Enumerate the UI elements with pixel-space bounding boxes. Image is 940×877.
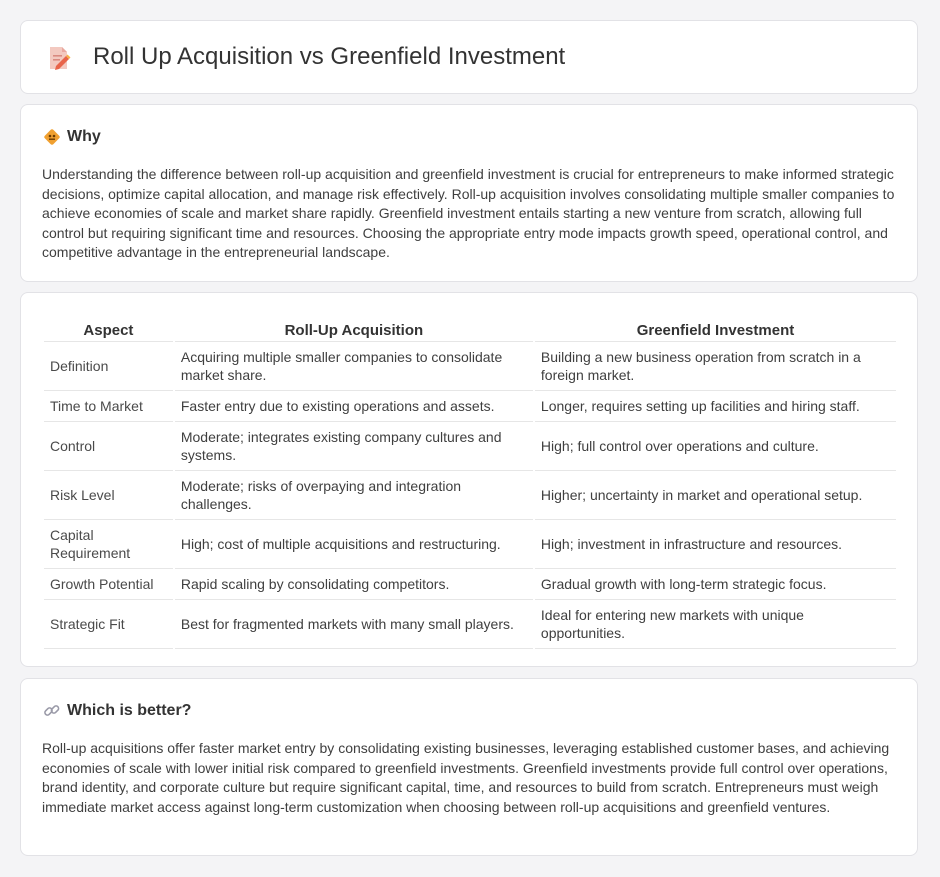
table-row xyxy=(44,422,896,471)
table-header-row xyxy=(44,313,896,342)
header-aspect: Aspect xyxy=(44,313,173,342)
table-row xyxy=(44,391,896,422)
cell-aspect: Definition xyxy=(44,342,173,391)
cell-greenfield: Building a new business operation from scratch in a foreign market. xyxy=(535,342,896,391)
which-is-better-section xyxy=(20,678,918,856)
cell-greenfield: Ideal for entering new markets with unique opportunities. xyxy=(535,600,896,649)
comparison-table xyxy=(42,313,898,649)
cell-rollup: High; cost of multiple acquisitions and restructuring. xyxy=(175,520,533,569)
title-card xyxy=(20,20,918,94)
cell-aspect: Strategic Fit xyxy=(44,600,173,649)
table-row xyxy=(44,342,896,391)
diamond-sign-icon xyxy=(43,128,61,146)
why-header xyxy=(43,128,101,146)
better-heading: Which is better? xyxy=(67,702,192,719)
table-row xyxy=(44,569,896,600)
better-header xyxy=(43,702,191,720)
header-greenfield: Greenfield Investment xyxy=(535,313,896,342)
cell-rollup: Rapid scaling by consolidating competitors. xyxy=(175,569,533,600)
cell-greenfield: Longer, requires setting up facilities and hiring staff. xyxy=(535,391,896,422)
cell-greenfield: Higher; uncertainty in market and operational setup. xyxy=(535,471,896,520)
table-row xyxy=(44,520,896,569)
why-section xyxy=(20,104,918,282)
cell-greenfield: High; investment in infrastructure and resources. xyxy=(535,520,896,569)
cell-greenfield: Gradual growth with long-term strategic focus. xyxy=(535,569,896,600)
why-text: Understanding the difference between roll-up acquisition and greenfield investment is crucial for entrepreneurs to make informed strategic decisions, optimize capital allocation, and manage risk effectively. Roll-up acquisition involves consolidating multiple smaller companies to achieve economies of scale and market share rapidly. Greenfield investment entails starting a new venture from scratch, allowing full control but requiring significant time and resources. Choosing the appropriate entry mode impacts growth speed, operational control, and competitive advantage in the entrepreneurial landscape. xyxy=(42,166,895,260)
cell-rollup: Acquiring multiple smaller companies to consolidate market share. xyxy=(175,342,533,391)
cell-rollup: Best for fragmented markets with many small players. xyxy=(175,600,533,649)
table-row xyxy=(44,600,896,649)
cell-aspect: Time to Market xyxy=(44,391,173,422)
table-row xyxy=(44,471,896,520)
better-text: Roll-up acquisitions offer faster market entry by consolidating existing businesses, leveraging established customer bases, and achieving economies of scale with lower initial risk compared to greenfield investments. Greenfield investments provide full control over operations, brand identity, and corporate culture but require significant capital, time, and resources to build from scratch. Entrepreneurs must weigh immediate market access against long-term customization when choosing between roll-up acquisitions and greenfield ventures. xyxy=(42,740,890,815)
link-icon xyxy=(43,702,61,720)
cell-rollup: Moderate; integrates existing company cultures and systems. xyxy=(175,422,533,471)
comparison-section xyxy=(20,292,918,667)
cell-aspect: Capital Requirement xyxy=(44,520,173,569)
header-rollup: Roll-Up Acquisition xyxy=(175,313,533,342)
page-title: Roll Up Acquisition vs Greenfield Investment xyxy=(93,43,566,70)
document-pencil-icon xyxy=(47,45,71,71)
cell-greenfield: High; full control over operations and culture. xyxy=(535,422,896,471)
cell-aspect: Risk Level xyxy=(44,471,173,520)
cell-rollup: Moderate; risks of overpaying and integration challenges. xyxy=(175,471,533,520)
why-heading: Why xyxy=(67,128,101,145)
cell-aspect: Control xyxy=(44,422,173,471)
cell-rollup: Faster entry due to existing operations and assets. xyxy=(175,391,533,422)
cell-aspect: Growth Potential xyxy=(44,569,173,600)
